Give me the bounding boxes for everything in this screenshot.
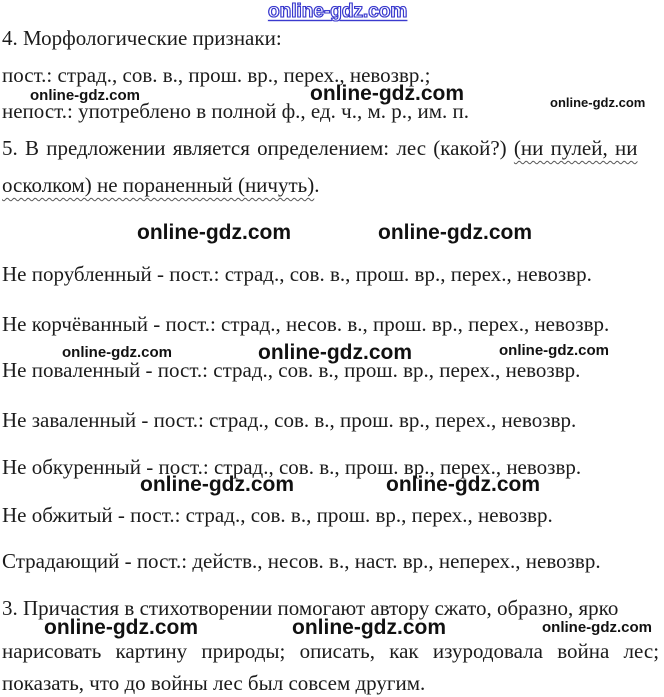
participle-line-3: Не поваленный - пост.: страд., сов. в., прош. вр., перех., невозвр. [2,358,581,382]
watermark-bold-left-e: online-gdz.com [44,616,198,639]
item4-post-line: пост.: страд., сов. в., прош. вр., перех., невозвр.; [2,63,431,87]
watermark-bold-right-b: online-gdz.com [378,221,532,244]
item3-line3: показать, что до войны лес был совсем другим. [2,671,426,695]
watermark-small-left-a: online-gdz.com [30,87,140,104]
participle-line-5: Не обкуренный - пост.: страд., сов. в., прош. вр., перех., невозвр. [2,455,582,479]
watermark-small-left-c: online-gdz.com [62,344,172,361]
watermark-bold-center-e: online-gdz.com [292,616,446,639]
watermark-small-right-c: online-gdz.com [499,342,609,359]
item5-suffix: . [314,173,320,197]
watermark-medium-right-e: online-gdz.com [542,619,652,636]
item5-line1 [2,136,637,160]
watermark-bold-left-d: online-gdz.com [140,473,294,496]
watermark-tiny-right-a: online-gdz.com [550,95,646,110]
participle-line-1: Не порубленный - пост.: страд., сов. в., прош. вр., перех., невозвр. [2,262,592,286]
watermark-blue-top: online-gdz.com [268,1,408,22]
item3-line2: нарисовать картину природы; описать, как изуродовала война лес; [2,639,660,663]
item3-line1: 3. Причастия в стихотворении помогают автору сжато, образно, ярко [2,596,619,620]
watermark-bold-left-b: online-gdz.com [137,221,291,244]
item4-heading: 4. Морфологические признаки: [2,26,282,50]
participle-line-6: Не обжитый - пост.: страд., сов. в., прош. вр., перех., невозвр. [2,503,553,527]
participle-line-4: Не заваленный - пост.: страд., сов. в., прош. вр., перех., невозвр. [2,408,577,432]
watermark-bold-right-d: online-gdz.com [386,473,540,496]
watermark-bold-center-a: online-gdz.com [310,82,464,105]
item5-underlined-part1: (ни пулей, ни [513,136,638,160]
participle-line-2: Не корчёванный - пост.: страд., несов. в., прош. вр., перех., невозвр. [2,312,610,336]
participle-line-7: Страдающий - пост.: действ., несов. в., наст. вр., неперех., невозвр. [2,549,601,573]
item5-underlined-part2: осколком) не пораненный (ничуть) [2,173,315,197]
item4-nepost-line: непост.: употреблено в полной ф., ед. ч., м. р., им. п. [2,99,470,123]
item5-line2 [2,173,319,197]
item5-prefix: 5. В предложении является определением: лес (какой?) [2,136,514,160]
watermark-bold-center-c: online-gdz.com [258,341,412,364]
